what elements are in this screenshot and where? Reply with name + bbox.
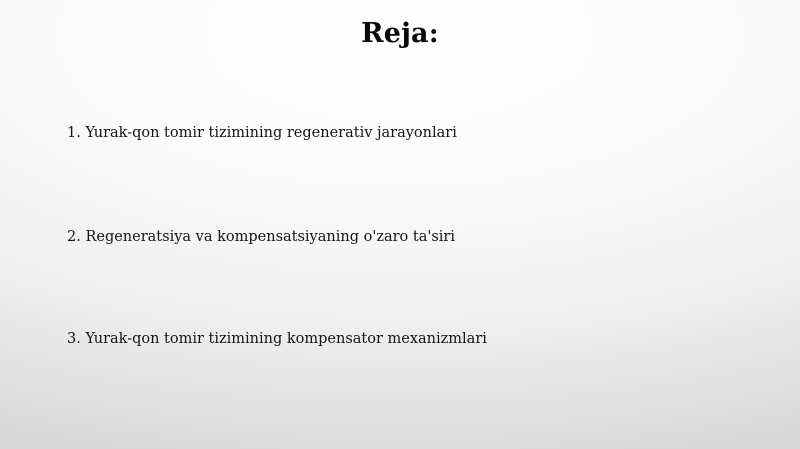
list-item: 2. Regeneratsiya va kompensatsiyaning o'zaro ta'siri (67, 229, 455, 245)
list-item: 1. Yurak-qon tomir tizimining regenerativ jarayonlari (67, 125, 457, 141)
slide-title: Reja: (361, 18, 439, 49)
list-item: 3. Yurak-qon tomir tizimining kompensator mexanizmlari (67, 331, 487, 347)
